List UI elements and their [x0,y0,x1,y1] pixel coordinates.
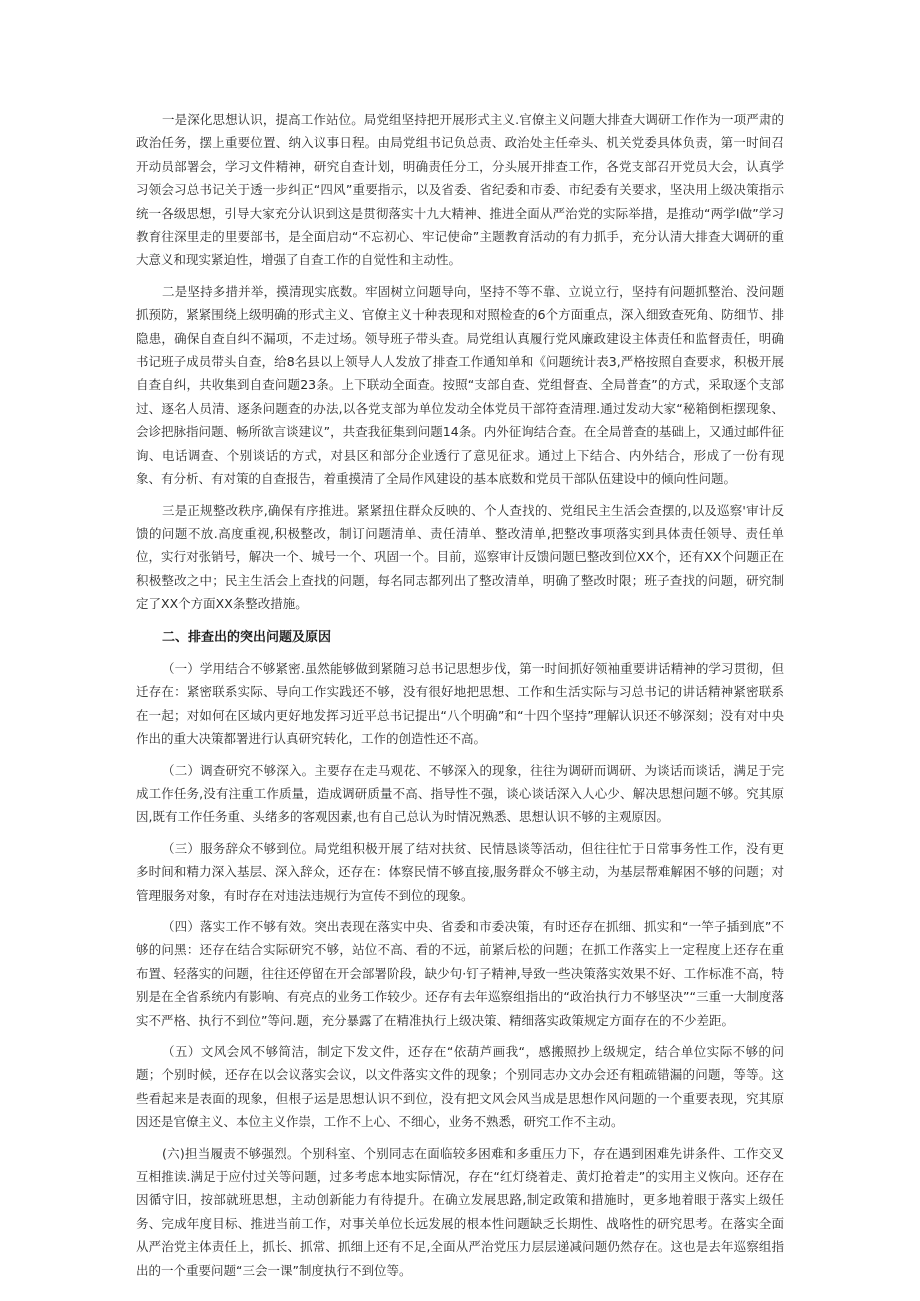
issue-paragraph-3: （三）服务辞众不够到位。局党组积极开展了结对扶贫、民情恳谈等活动，但往往忙于日常事务性工作，没有更多时间和精力深入基层、深入辞众，还存在：体察民情不够直接,服务群众不够主动，为基层帮难解困不够的问题；对管理服务对象，有时存在对违法违规行为宣传不到位的现象。 [136,840,784,903]
issue-paragraph-6: (六)担当履责不够强烈。个别科室、个别同志在面临较多困难和多重压力下，存在遇到困难先讲条件、工作交叉互相推读.满足于应付过关等问题，过多考虑本地实际情况，存在“红灯绕着走、黄灯抢着走”的实用主义恢向。还存在因循守旧，按部就班思想，主动创新能力有待提升。在确立发展思路,制定政策和措施时，更多地着眼于落实上级任务、完成年度目标、推进当前工作，对事关单位长远发展的根本性问题缺乏长期性、战咯性的研究思考。在落实全面从严治党主体责任上，抓长、抓常、抓细上还有不足,全面从严治党压力层层递减问题仍然存在。这也是去年巡察组指出的一个重要问题“三会一课”制度执行不到位等。 [136,1145,784,1278]
issue-paragraph-5: （五）文风会风不够简洁，制定下发文件，还存在“依葫芦画我“，感搬照抄上级规定，结合单位实际不够的问题；个别时候，还存在以会议落实会议，以文件落实文件的现象；个别同志办文办会还有粗疏错漏的问题，等等。这些看起来是表面的现象，但根子运是思想认识不到位，没有把文风会风当成是思想作风问题的一个重要表现，究其原因还是官僚主义、本位主义作崇，工作不上心、不细心，业务不熟悉，研究工作不主动。 [136,1044,784,1130]
issue-paragraph-2: （二）调查研究不够深入。主要存在走马观花、不够深入的现象，往往为调研而调研、为谈话而谈话，满足于完成工作任务,没有注重工作质量，造成调研质量不高、指导性不强，谈心谈话深入人心少、解决思想问题不够。究其原因,既有工作任务重、头绪多的客观因素,也有自己总认为时情况熟悉、思想认识不够的主观原因。 [136,762,784,825]
section-heading: 二、排查出的突出问题及原因 [162,629,332,645]
issue-paragraph-1: （一）学用结合不够紧密.虽然能够做到紧随习总书记思想步伐，第一时间抓好领袖重要讲话精神的学习贯彻，但迁存在：紧密联系实际、导向工作实践还不够，没有很好地把思想、工作和生活实际与习总书记的讲话精神紧密联系在一起；对如何在区域内更好地发挥习近平总书记提出“八个明确”和“十四个坚持”理解认识还不够深刻；没有对中央作出的重大决策都署进行认真研究转化，工作的创造性还不高。 [136,660,784,747]
paragraph-rectification-order: 三是正规整改秩序,确保有序推进。紧紧扭住群众反映的、个人查找的、党组民主生活会查摆的,以及巡察'审计反馈的问题不放.高度重视,积极整改，制订问题清单、责任清单、整改清单,把整改事项落实到具体责任领导、责任单位，实行对张销号，解决一个、城号一个、巩固一个。目前，巡察审计反馈问题巳整改到位XX个，还有XX个问题正在积极整改之中；民主生活会上查找的问题，每名同志都列出了整改清单，明确了整改时限；班子查找的问题，研究制定了XX个方面XX条整改措施。 [136,502,784,612]
paragraph-deepen-understanding: 一是深化思想认识，提高工作站位。局党组坚持把开展形式主义.官僚主义问题大排查大调研工作作为一项严肃的政治任务，摆上重要位置、纳入议事日程。由局党组书记负总责、政治处主任牵头、机关党委具体负责，第一时间召开动员部署会，学习文件精神，研究自查计划，明确责任分工，分头展开排查工作，各党支部召开党员大会，认真学习领会习总书记关于透一步纠正“四风”重要指示，以及省委、省纪委和市委、市纪委有关要求，坚决用上级决策指示统一各级思想，引导大家充分认识到这是贯彻落实十九大精神、推进全面从严治党的实际举措，是推动“两学Ⅰ做”学习教育往深里走的里要部书，是全面启动“不忘初心、牢记使命”主题教育活动的有力抓手，充分认清大排查大调研的重大意义和现实紧迫性，增强了自查工作的自觉性和主动性。 [136,112,784,268]
issue-paragraph-4: （四）落实工作不够有效。突出表现在落实中央、省委和市委决策，有时还存在抓细、抓实和“一竿子插到底”不够的问黑：还存在结合实际研究不够，站位不高、看的不远，前紧后松的问题；在抓工作落实上一定程度上还存在重布置、轻落实的问题，往往还停留在开会部署阶段，缺少句·钉子精神,导致一些决策落实效果不好、工作标准不高，特别是在全省系统内有影响、有亮点的业务工作较少。还存有去年巡察组指出的“政治执行力不够坚决”“三重一大制度落实不严格、执行不到位”等问.题，充分暴露了在精准执行上级决策、精细落实政策规定方面存在的不少差距。 [136,919,784,1028]
paragraph-multiple-measures: 二是坚持多措并举，摸清现实底数。牢固树立问题导向，坚持不等不靠、立说立行，坚持有问题抓整治、没问题抓预防，紧紧围绕上级明确的形式主义、官僚主义十种表现和对照检查的6个方面重点，深入细致查死角、防细节、排隐患，确保自查自纠不漏项，不走过场。领导班子带头查。局党组认真履行党风廉政建设主体责任和监督责任，明确书记班子成员带头自查，给8名县以上领导人人发放了排查工作通知单和《问题统计表3,严格按照自查要求，积极开展自查自纠，共收集到自查问题23条。上下联动全面查。按照“支部自查、党组督查、全局普查”的方式，采取逐个支部过、逐名人员清、逐条问题查的办法,以各党支部为单位发动全体党员干部符查清理.通过发动大家“秘箱倒柜摆现象、会诊把脉指问题、畅所欲言谈建议”，共查我征集到问题14条。内外征询结合查。在全局普查的基础上，又通过邮件征询、电话调查、个别谈话的方式，对县区和部分企业透行了意见征求。通过上下结合、内外结合，形成了一份有现象、有分析、有对策的自查报告，着重摸清了全局作风建设的基本底数和党员干部队伍建设中的倾向性问题。 [136,283,784,487]
